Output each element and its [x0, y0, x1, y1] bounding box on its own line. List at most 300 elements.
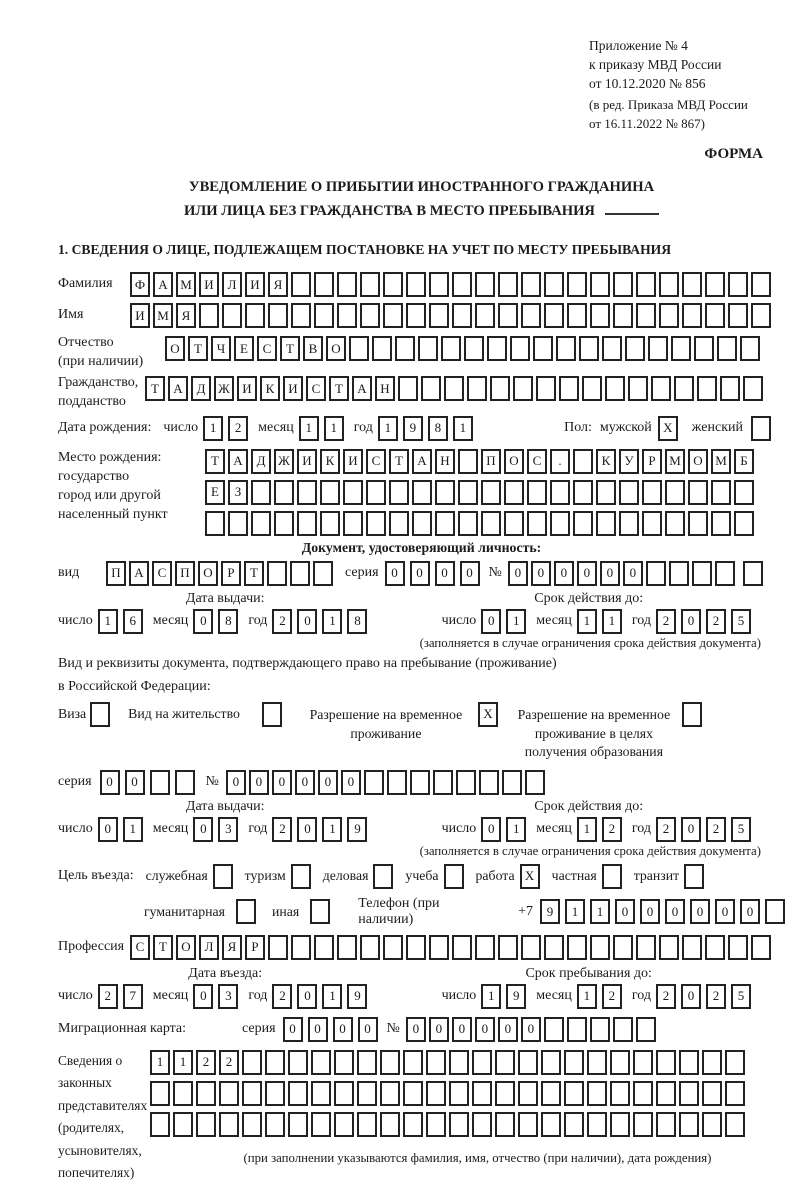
patronymic-cell[interactable] — [441, 336, 461, 361]
profession-cell[interactable]: Л — [199, 935, 219, 960]
birth-place-cell[interactable] — [320, 511, 340, 536]
issue-month-cell[interactable]: 8 — [218, 609, 238, 634]
permit-number-cell[interactable] — [410, 770, 430, 795]
migration-number-cell[interactable] — [636, 1017, 656, 1042]
citizenship-cell[interactable] — [398, 376, 418, 401]
representative-cell[interactable] — [242, 1081, 262, 1106]
patronymic-cell[interactable] — [602, 336, 622, 361]
permit-number-cell[interactable] — [387, 770, 407, 795]
patronymic-cell[interactable] — [556, 336, 576, 361]
representative-cell[interactable] — [656, 1050, 676, 1075]
permit-series-cell[interactable] — [175, 770, 195, 795]
profession-cell[interactable] — [590, 935, 610, 960]
birth-place-cell[interactable]: К — [320, 449, 340, 474]
birth-place-cell[interactable]: И — [297, 449, 317, 474]
doc-number-cell[interactable]: 0 — [623, 561, 643, 586]
representative-cell[interactable] — [265, 1112, 285, 1137]
surname-cell[interactable] — [751, 272, 771, 297]
birth-place-cell[interactable]: С — [527, 449, 547, 474]
entry-month-cell[interactable]: 0 — [193, 984, 213, 1009]
doc-number-cell[interactable]: 0 — [508, 561, 528, 586]
representative-cell[interactable] — [656, 1081, 676, 1106]
birth-place-cell[interactable]: У — [619, 449, 639, 474]
phone-digit-cell[interactable]: 0 — [615, 899, 635, 924]
birth-place-cell[interactable] — [205, 511, 225, 536]
firstname-cell[interactable] — [452, 303, 472, 328]
representative-cell[interactable] — [380, 1050, 400, 1075]
temp-residence-edu-checkbox[interactable] — [682, 702, 702, 727]
surname-cell[interactable] — [544, 272, 564, 297]
patronymic-cell[interactable] — [740, 336, 760, 361]
representative-cell[interactable] — [541, 1112, 561, 1137]
transit-checkbox[interactable] — [684, 864, 704, 889]
citizenship-cell[interactable] — [536, 376, 556, 401]
issue-day-cell[interactable]: 1 — [123, 817, 143, 842]
birth-place-cell[interactable] — [435, 511, 455, 536]
representative-cell[interactable] — [150, 1112, 170, 1137]
firstname-cell[interactable] — [544, 303, 564, 328]
surname-cell[interactable] — [291, 272, 311, 297]
citizenship-cell[interactable] — [674, 376, 694, 401]
representative-cell[interactable] — [288, 1050, 308, 1075]
phone-digit-cell[interactable]: 1 — [590, 899, 610, 924]
representative-cell[interactable] — [426, 1050, 446, 1075]
citizenship-cell[interactable]: Ж — [214, 376, 234, 401]
representative-cell[interactable] — [610, 1112, 630, 1137]
valid-day-cell[interactable]: 0 — [481, 817, 501, 842]
doc-number-cell[interactable]: 0 — [600, 561, 620, 586]
tourism-checkbox[interactable] — [291, 864, 311, 889]
migration-number-cell[interactable]: 0 — [498, 1017, 518, 1042]
representative-cell[interactable] — [311, 1112, 331, 1137]
doc-kind-cell[interactable] — [313, 561, 333, 586]
patronymic-cell[interactable] — [648, 336, 668, 361]
phone-digit-cell[interactable]: 1 — [565, 899, 585, 924]
birth-place-cell[interactable] — [711, 511, 731, 536]
valid-year-cell[interactable]: 2 — [706, 817, 726, 842]
birth-place-cell[interactable]: О — [504, 449, 524, 474]
firstname-cell[interactable] — [314, 303, 334, 328]
birth-place-cell[interactable] — [251, 511, 271, 536]
surname-cell[interactable] — [337, 272, 357, 297]
issue-day-cell[interactable]: 1 — [98, 609, 118, 634]
birth-year-cell[interactable]: 1 — [453, 416, 473, 441]
permit-number-cell[interactable]: 0 — [341, 770, 361, 795]
permit-number-cell[interactable] — [433, 770, 453, 795]
permit-number-cell[interactable] — [502, 770, 522, 795]
permit-number-cell[interactable] — [364, 770, 384, 795]
representative-cell[interactable] — [311, 1081, 331, 1106]
birth-place-cell[interactable] — [504, 480, 524, 505]
entry-year-cell[interactable]: 1 — [322, 984, 342, 1009]
citizenship-cell[interactable]: С — [306, 376, 326, 401]
migration-number-cell[interactable] — [544, 1017, 564, 1042]
representative-cell[interactable] — [196, 1081, 216, 1106]
surname-cell[interactable]: М — [176, 272, 196, 297]
citizenship-cell[interactable]: Н — [375, 376, 395, 401]
citizenship-cell[interactable] — [651, 376, 671, 401]
surname-cell[interactable]: И — [199, 272, 219, 297]
humanitarian-checkbox[interactable] — [236, 899, 256, 924]
migration-number-cell[interactable]: 0 — [521, 1017, 541, 1042]
firstname-cell[interactable] — [429, 303, 449, 328]
issue-month-cell[interactable]: 0 — [193, 817, 213, 842]
representative-cell[interactable]: 1 — [173, 1050, 193, 1075]
birth-place-cell[interactable] — [389, 511, 409, 536]
citizenship-cell[interactable] — [467, 376, 487, 401]
citizenship-cell[interactable]: Д — [191, 376, 211, 401]
valid-year-cell[interactable]: 0 — [681, 817, 701, 842]
surname-cell[interactable] — [590, 272, 610, 297]
doc-number-cell[interactable] — [692, 561, 712, 586]
representative-cell[interactable] — [518, 1050, 538, 1075]
issue-month-cell[interactable]: 3 — [218, 817, 238, 842]
doc-series-cell[interactable]: 0 — [385, 561, 405, 586]
migration-number-cell[interactable]: 0 — [475, 1017, 495, 1042]
firstname-cell[interactable] — [659, 303, 679, 328]
birth-place-cell[interactable]: Н — [435, 449, 455, 474]
birth-place-cell[interactable] — [573, 449, 593, 474]
representative-cell[interactable] — [472, 1050, 492, 1075]
doc-number-cell[interactable] — [743, 561, 763, 586]
visa-checkbox[interactable] — [90, 702, 110, 727]
surname-cell[interactable] — [636, 272, 656, 297]
citizenship-cell[interactable] — [444, 376, 464, 401]
profession-cell[interactable] — [751, 935, 771, 960]
birth-place-cell[interactable] — [297, 511, 317, 536]
birth-month-cell[interactable]: 1 — [324, 416, 344, 441]
patronymic-cell[interactable] — [372, 336, 392, 361]
citizenship-cell[interactable] — [628, 376, 648, 401]
phone-digit-cell[interactable]: 0 — [740, 899, 760, 924]
doc-number-cell[interactable]: 0 — [577, 561, 597, 586]
representative-cell[interactable] — [633, 1081, 653, 1106]
profession-cell[interactable] — [291, 935, 311, 960]
patronymic-cell[interactable] — [625, 336, 645, 361]
stay-year-cell[interactable]: 2 — [706, 984, 726, 1009]
phone-digit-cell[interactable]: 0 — [665, 899, 685, 924]
entry-year-cell[interactable]: 9 — [347, 984, 367, 1009]
migration-number-cell[interactable] — [567, 1017, 587, 1042]
profession-cell[interactable] — [544, 935, 564, 960]
profession-cell[interactable] — [337, 935, 357, 960]
patronymic-cell[interactable] — [349, 336, 369, 361]
migration-number-cell[interactable] — [590, 1017, 610, 1042]
representative-cell[interactable] — [265, 1050, 285, 1075]
profession-cell[interactable] — [406, 935, 426, 960]
representative-cell[interactable] — [518, 1112, 538, 1137]
birth-place-cell[interactable] — [527, 480, 547, 505]
issue-year-cell[interactable]: 9 — [347, 817, 367, 842]
entry-day-cell[interactable]: 7 — [123, 984, 143, 1009]
doc-kind-cell[interactable]: О — [198, 561, 218, 586]
doc-series-cell[interactable]: 0 — [460, 561, 480, 586]
representative-cell[interactable] — [472, 1112, 492, 1137]
representative-cell[interactable] — [702, 1112, 722, 1137]
stay-day-cell[interactable]: 9 — [506, 984, 526, 1009]
birth-place-cell[interactable] — [619, 511, 639, 536]
doc-kind-cell[interactable]: П — [106, 561, 126, 586]
entry-year-cell[interactable]: 2 — [272, 984, 292, 1009]
patronymic-cell[interactable]: О — [326, 336, 346, 361]
issue-year-cell[interactable]: 0 — [297, 817, 317, 842]
issue-day-cell[interactable]: 0 — [98, 817, 118, 842]
firstname-cell[interactable] — [360, 303, 380, 328]
migration-number-cell[interactable]: 0 — [429, 1017, 449, 1042]
birth-place-cell[interactable] — [320, 480, 340, 505]
representative-cell[interactable] — [311, 1050, 331, 1075]
phone-digit-cell[interactable]: 0 — [640, 899, 660, 924]
surname-cell[interactable] — [682, 272, 702, 297]
representative-cell[interactable] — [219, 1081, 239, 1106]
firstname-cell[interactable] — [521, 303, 541, 328]
representative-cell[interactable]: 1 — [150, 1050, 170, 1075]
patronymic-cell[interactable]: С — [257, 336, 277, 361]
patronymic-cell[interactable]: Е — [234, 336, 254, 361]
doc-kind-cell[interactable] — [267, 561, 287, 586]
firstname-cell[interactable]: М — [153, 303, 173, 328]
profession-cell[interactable]: О — [176, 935, 196, 960]
surname-cell[interactable]: Л — [222, 272, 242, 297]
birth-place-cell[interactable] — [274, 480, 294, 505]
birth-place-cell[interactable]: Е — [205, 480, 225, 505]
birth-place-cell[interactable] — [734, 511, 754, 536]
birth-place-cell[interactable] — [458, 511, 478, 536]
issue-year-cell[interactable]: 1 — [322, 817, 342, 842]
representative-cell[interactable] — [633, 1112, 653, 1137]
birth-place-cell[interactable] — [734, 480, 754, 505]
representative-cell[interactable] — [380, 1112, 400, 1137]
surname-cell[interactable] — [429, 272, 449, 297]
doc-number-cell[interactable] — [646, 561, 666, 586]
patronymic-cell[interactable] — [510, 336, 530, 361]
birth-place-cell[interactable] — [642, 511, 662, 536]
citizenship-cell[interactable]: К — [260, 376, 280, 401]
profession-cell[interactable] — [728, 935, 748, 960]
firstname-cell[interactable]: И — [130, 303, 150, 328]
representative-cell[interactable] — [334, 1112, 354, 1137]
stay-day-cell[interactable]: 1 — [481, 984, 501, 1009]
firstname-cell[interactable]: Я — [176, 303, 196, 328]
representative-cell[interactable] — [725, 1112, 745, 1137]
patronymic-cell[interactable] — [487, 336, 507, 361]
representative-cell[interactable] — [449, 1081, 469, 1106]
representative-cell[interactable] — [357, 1112, 377, 1137]
profession-cell[interactable] — [475, 935, 495, 960]
valid-day-cell[interactable]: 1 — [506, 609, 526, 634]
representative-cell[interactable] — [196, 1112, 216, 1137]
profession-cell[interactable] — [636, 935, 656, 960]
representative-cell[interactable] — [449, 1050, 469, 1075]
patronymic-cell[interactable] — [579, 336, 599, 361]
representative-cell[interactable] — [495, 1081, 515, 1106]
representative-cell[interactable] — [357, 1081, 377, 1106]
valid-day-cell[interactable]: 1 — [506, 817, 526, 842]
firstname-cell[interactable] — [728, 303, 748, 328]
representative-cell[interactable] — [380, 1081, 400, 1106]
firstname-cell[interactable] — [406, 303, 426, 328]
permit-number-cell[interactable]: 0 — [272, 770, 292, 795]
migration-series-cell[interactable]: 0 — [283, 1017, 303, 1042]
birth-place-cell[interactable]: Т — [389, 449, 409, 474]
firstname-cell[interactable] — [475, 303, 495, 328]
birth-place-cell[interactable]: Т — [205, 449, 225, 474]
permit-number-cell[interactable]: 0 — [318, 770, 338, 795]
profession-cell[interactable]: Я — [222, 935, 242, 960]
birth-place-cell[interactable]: А — [228, 449, 248, 474]
birth-place-cell[interactable] — [458, 449, 478, 474]
permit-number-cell[interactable]: 0 — [295, 770, 315, 795]
representative-cell[interactable]: 2 — [196, 1050, 216, 1075]
patronymic-cell[interactable] — [533, 336, 553, 361]
birth-place-cell[interactable]: Ж — [274, 449, 294, 474]
representative-cell[interactable] — [242, 1112, 262, 1137]
phone-digit-cell[interactable]: 0 — [715, 899, 735, 924]
valid-month-cell[interactable]: 1 — [577, 609, 597, 634]
birth-place-cell[interactable] — [343, 511, 363, 536]
representative-cell[interactable] — [725, 1081, 745, 1106]
firstname-cell[interactable] — [268, 303, 288, 328]
other-checkbox[interactable] — [310, 899, 330, 924]
surname-cell[interactable] — [613, 272, 633, 297]
male-checkbox[interactable]: X — [658, 416, 678, 441]
citizenship-cell[interactable]: И — [283, 376, 303, 401]
issue-day-cell[interactable]: 6 — [123, 609, 143, 634]
profession-cell[interactable]: С — [130, 935, 150, 960]
birth-place-cell[interactable] — [412, 511, 432, 536]
work-checkbox[interactable]: X — [520, 864, 540, 889]
valid-year-cell[interactable]: 2 — [706, 609, 726, 634]
surname-cell[interactable] — [728, 272, 748, 297]
birth-place-cell[interactable]: М — [711, 449, 731, 474]
private-checkbox[interactable] — [602, 864, 622, 889]
birth-place-cell[interactable] — [596, 511, 616, 536]
profession-cell[interactable] — [360, 935, 380, 960]
birth-place-cell[interactable] — [504, 511, 524, 536]
birth-place-cell[interactable] — [573, 511, 593, 536]
birth-place-cell[interactable]: М — [665, 449, 685, 474]
doc-number-cell[interactable]: 0 — [554, 561, 574, 586]
birth-place-cell[interactable] — [596, 480, 616, 505]
birth-place-cell[interactable] — [665, 480, 685, 505]
surname-cell[interactable] — [705, 272, 725, 297]
patronymic-cell[interactable]: О — [165, 336, 185, 361]
valid-month-cell[interactable]: 1 — [577, 817, 597, 842]
birth-place-cell[interactable] — [527, 511, 547, 536]
commercial-checkbox[interactable] — [373, 864, 393, 889]
surname-cell[interactable]: А — [153, 272, 173, 297]
firstname-cell[interactable] — [199, 303, 219, 328]
surname-cell[interactable] — [383, 272, 403, 297]
citizenship-cell[interactable] — [490, 376, 510, 401]
issue-year-cell[interactable]: 2 — [272, 609, 292, 634]
birth-place-cell[interactable] — [642, 480, 662, 505]
birth-place-cell[interactable] — [665, 511, 685, 536]
representative-cell[interactable] — [495, 1112, 515, 1137]
citizenship-cell[interactable]: А — [168, 376, 188, 401]
patronymic-cell[interactable] — [694, 336, 714, 361]
citizenship-cell[interactable]: И — [237, 376, 257, 401]
phone-digit-cell[interactable]: 0 — [690, 899, 710, 924]
stay-month-cell[interactable]: 1 — [577, 984, 597, 1009]
permit-number-cell[interactable] — [525, 770, 545, 795]
permit-number-cell[interactable]: 0 — [226, 770, 246, 795]
valid-year-cell[interactable]: 2 — [656, 609, 676, 634]
entry-day-cell[interactable]: 2 — [98, 984, 118, 1009]
birth-place-cell[interactable] — [274, 511, 294, 536]
patronymic-cell[interactable]: В — [303, 336, 323, 361]
surname-cell[interactable] — [452, 272, 472, 297]
surname-cell[interactable]: И — [245, 272, 265, 297]
stay-month-cell[interactable]: 2 — [602, 984, 622, 1009]
birth-place-cell[interactable]: О — [688, 449, 708, 474]
representative-cell[interactable] — [288, 1081, 308, 1106]
birth-year-cell[interactable]: 9 — [403, 416, 423, 441]
issue-year-cell[interactable]: 1 — [322, 609, 342, 634]
profession-cell[interactable] — [314, 935, 334, 960]
valid-year-cell[interactable]: 5 — [731, 817, 751, 842]
firstname-cell[interactable] — [337, 303, 357, 328]
representative-cell[interactable] — [679, 1081, 699, 1106]
surname-cell[interactable] — [659, 272, 679, 297]
representative-cell[interactable] — [587, 1050, 607, 1075]
doc-kind-cell[interactable]: Т — [244, 561, 264, 586]
doc-series-cell[interactable]: 0 — [435, 561, 455, 586]
issue-year-cell[interactable]: 0 — [297, 609, 317, 634]
birth-place-cell[interactable] — [688, 511, 708, 536]
surname-cell[interactable] — [475, 272, 495, 297]
birth-place-cell[interactable] — [550, 480, 570, 505]
surname-cell[interactable] — [360, 272, 380, 297]
valid-day-cell[interactable]: 0 — [481, 609, 501, 634]
firstname-cell[interactable] — [613, 303, 633, 328]
migration-number-cell[interactable]: 0 — [452, 1017, 472, 1042]
stay-year-cell[interactable]: 0 — [681, 984, 701, 1009]
valid-year-cell[interactable]: 2 — [656, 817, 676, 842]
migration-number-cell[interactable] — [613, 1017, 633, 1042]
stay-year-cell[interactable]: 5 — [731, 984, 751, 1009]
doc-kind-cell[interactable]: П — [175, 561, 195, 586]
representative-cell[interactable] — [472, 1081, 492, 1106]
birth-place-cell[interactable] — [481, 511, 501, 536]
migration-number-cell[interactable]: 0 — [406, 1017, 426, 1042]
temp-residence-checkbox[interactable]: X — [478, 702, 498, 727]
permit-number-cell[interactable]: 0 — [249, 770, 269, 795]
birth-place-cell[interactable]: Р — [642, 449, 662, 474]
surname-cell[interactable]: Я — [268, 272, 288, 297]
citizenship-cell[interactable]: Т — [145, 376, 165, 401]
birth-place-cell[interactable]: А — [412, 449, 432, 474]
representative-cell[interactable] — [702, 1050, 722, 1075]
surname-cell[interactable] — [406, 272, 426, 297]
citizenship-cell[interactable] — [513, 376, 533, 401]
study-checkbox[interactable] — [444, 864, 464, 889]
birth-place-cell[interactable]: К — [596, 449, 616, 474]
profession-cell[interactable] — [498, 935, 518, 960]
firstname-cell[interactable] — [245, 303, 265, 328]
representative-cell[interactable] — [518, 1081, 538, 1106]
representative-cell[interactable] — [564, 1081, 584, 1106]
representative-cell[interactable] — [587, 1081, 607, 1106]
profession-cell[interactable] — [383, 935, 403, 960]
patronymic-cell[interactable] — [395, 336, 415, 361]
issue-month-cell[interactable]: 0 — [193, 609, 213, 634]
profession-cell[interactable] — [682, 935, 702, 960]
representative-cell[interactable] — [426, 1112, 446, 1137]
surname-cell[interactable] — [567, 272, 587, 297]
birth-year-cell[interactable]: 8 — [428, 416, 448, 441]
citizenship-cell[interactable] — [697, 376, 717, 401]
